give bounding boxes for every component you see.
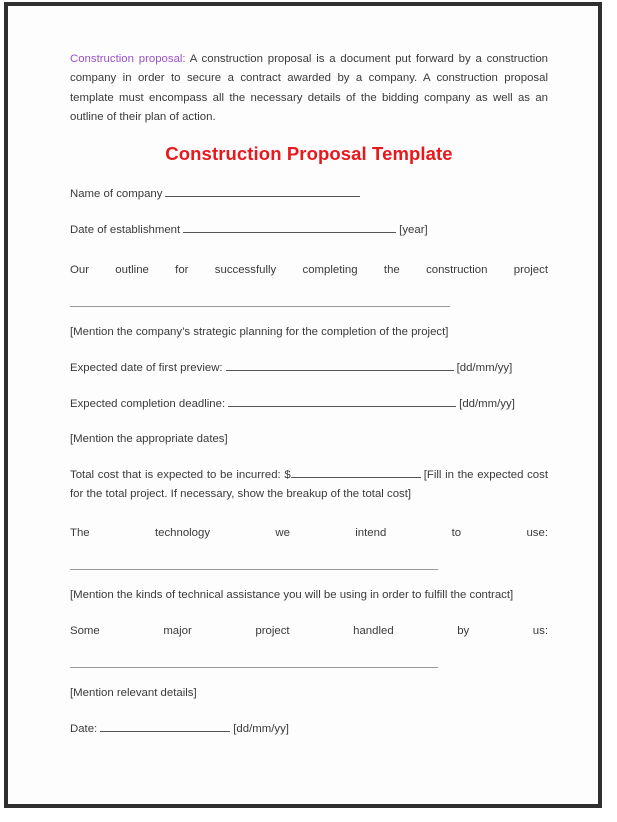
date-of-establishment-hint: [year] (399, 224, 428, 237)
date-of-establishment-input[interactable] (183, 221, 396, 233)
first-preview-hint: [dd/mm/yy] (456, 362, 513, 375)
outline-answer-rule[interactable] (70, 306, 450, 307)
page-border-frame (4, 2, 602, 808)
intro-paragraph (70, 50, 548, 128)
date-label: Date: (70, 723, 98, 736)
date-input[interactable] (100, 720, 230, 732)
first-preview-label: Expected date of first preview: (70, 362, 223, 375)
page-title: Construction Proposal Template (165, 142, 453, 164)
total-cost-paragraph (70, 466, 548, 504)
field-completion-deadline (70, 395, 552, 413)
date-hint: [dd/mm/yy] (233, 723, 289, 736)
first-preview-input[interactable] (226, 359, 454, 371)
relevant-details-note: [Mention relevant details] (70, 687, 197, 700)
technology-answer-rule[interactable] (70, 569, 438, 570)
date-of-establishment-label: Date of establishment (70, 224, 181, 237)
strategic-planning-note: [Mention the company’s strategic planning for the completion of the project] (70, 326, 449, 339)
technical-assistance-note: [Mention the kinds of technical assistance you will be using in order to fulfill the contract] (70, 589, 514, 602)
total-cost-label: Total cost that is expected to be incurred: $ (70, 469, 291, 482)
completion-deadline-label: Expected completion deadline: (70, 398, 226, 411)
field-first-preview (70, 359, 552, 377)
major-projects-statement: Some major project handled by us: (70, 625, 548, 638)
field-signature-date (70, 720, 552, 738)
name-of-company-input[interactable] (165, 185, 360, 197)
completion-deadline-hint: [dd/mm/yy] (459, 398, 515, 411)
name-of-company-label: Name of company (70, 188, 163, 201)
document-sheet (8, 6, 598, 804)
outline-statement: Our outline for successfully completing the construction project (70, 264, 548, 277)
technology-statement: The technology we intend to use: (70, 527, 548, 540)
completion-deadline-input[interactable] (228, 395, 456, 407)
total-cost-hint: [Fill in the expected cost for the total project. If necessary, show the breakup of the total cost] (70, 469, 548, 501)
field-name-of-company (70, 185, 552, 203)
field-date-of-establishment (70, 221, 552, 239)
intro-body-text: A construction proposal is a document put forward by a construction company in order to secure a contract awarded by a company. A construction proposal template must encompass all the necessary details of the bidding company as well as an outline of their plan of action. (70, 53, 548, 124)
appropriate-dates-note: [Mention the appropriate dates] (70, 433, 228, 446)
total-cost-input[interactable] (291, 466, 421, 478)
major-projects-answer-rule[interactable] (70, 667, 438, 668)
intro-lead-term: Construction proposal: (70, 53, 186, 65)
